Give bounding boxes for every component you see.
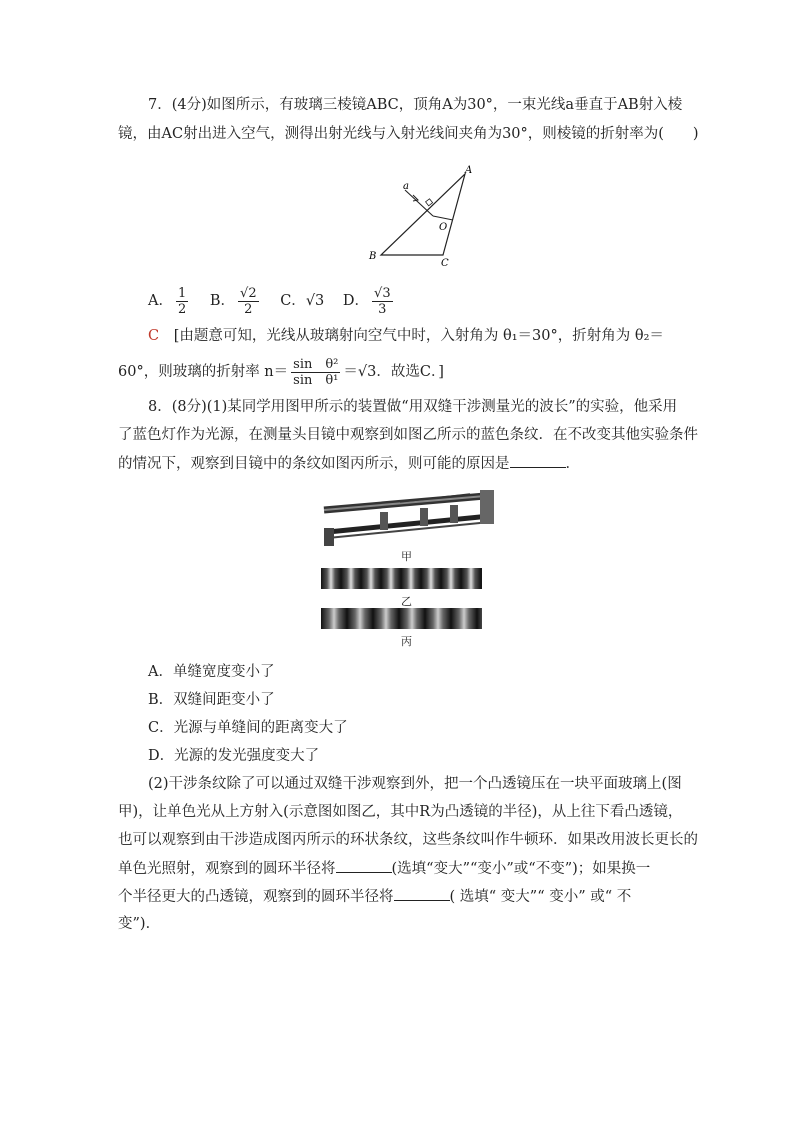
fringe-pattern-yi xyxy=(321,568,482,589)
ray-a xyxy=(405,190,433,216)
q7-solution-text3: ＝√3．故选C．] xyxy=(343,364,444,380)
fraction-numerator: sin θ² xyxy=(293,356,339,372)
q8-part2-line4 xyxy=(118,858,650,879)
q8-part2-line5-choice: ( 选填“ 变大”“ 变小” 或“ 不 xyxy=(449,889,632,905)
option-d-den: 3 xyxy=(378,301,387,317)
vertex-c-label: C xyxy=(441,258,449,269)
fringe-pattern-bing xyxy=(321,608,482,629)
option-c[interactable] xyxy=(280,293,324,309)
option-a[interactable] xyxy=(148,285,191,317)
option-a-num: 1 xyxy=(177,285,187,301)
q7-stem-line1: 7．(4分)如图所示，有玻璃三棱镜ABC，顶角A为30°，一束光线a垂直于AB射入棱 xyxy=(148,97,683,113)
answer-blank[interactable] xyxy=(394,886,450,901)
q8-part1-end: ． xyxy=(565,456,580,472)
caption-bing: 丙 xyxy=(401,635,412,648)
q8-part2-line5 xyxy=(118,886,631,907)
vertex-b-label: B xyxy=(369,251,377,262)
option-a-den: 2 xyxy=(177,301,187,317)
q7-stem-line2: 镜，由AC射出进入空气，测得出射光线与入射光线间夹角为30°，则棱镜的折射率为( ) xyxy=(118,126,699,142)
q8-part1-line1: 8．(8分)(1)某同学用图甲所示的装置做“用双缝干涉测量光的波长”的实验，他采用 xyxy=(148,399,678,415)
option-a-label: A． xyxy=(148,293,173,309)
answer-blank[interactable] xyxy=(510,453,566,468)
q7-options xyxy=(148,283,396,319)
q8-part2-line3: 也可以观察到由干涉造成图丙所示的环状条纹，这些条纹叫作牛顿环．如果改用波长更长的 xyxy=(118,832,698,848)
q7-solution-text1: [由题意可知，光线从玻璃射向空气中时，入射角为 θ₁＝30°，折射角为 θ₂＝ xyxy=(173,328,664,344)
q8-option-a[interactable]: A．单缝宽度变小了 xyxy=(148,664,275,680)
option-b-num: √2 xyxy=(240,285,257,301)
option-b-den: 2 xyxy=(244,301,253,317)
caption-yi: 乙 xyxy=(401,595,412,608)
q8-option-d[interactable]: D．光源的发光强度变大了 xyxy=(148,748,320,764)
q8-part2-line5-text: 个半径更大的凸透镜，观察到的圆环半径将 xyxy=(118,889,394,905)
ray-a-label: a xyxy=(403,181,409,192)
option-c-label: C． xyxy=(280,293,306,309)
q8-part2-line6: 变”)． xyxy=(118,916,161,932)
q7-solution-text2: 60°，则玻璃的折射率 n＝ xyxy=(118,364,289,380)
option-b[interactable] xyxy=(209,285,262,317)
prism-diagram xyxy=(355,160,485,270)
q7-solution-line1 xyxy=(148,326,664,346)
q8-part2-line2: 甲)，让单色光从上方射入(示意图如图乙，其中R为凸透镜的半径)，从上往下看凸透镜， xyxy=(118,804,683,820)
fraction-denominator: sin θ¹ xyxy=(293,372,339,388)
double-slit-apparatus-image xyxy=(320,488,500,548)
option-b-label: B． xyxy=(209,293,236,309)
q8-part1-line3-text: 的情况下，观察到目镜中的条纹如图丙所示，则可能的原因是 xyxy=(118,456,510,472)
q8-part1-line3 xyxy=(118,453,580,474)
q8-part2-line4-choice: (选填“变大”“变小”或“不变”)；如果换一 xyxy=(391,861,651,877)
q8-part2-line4-text: 单色光照射，观察到的圆环半径将 xyxy=(118,861,336,877)
q8-option-c[interactable]: C．光源与单缝间的距离变大了 xyxy=(148,720,348,736)
q7-answer-letter: C xyxy=(148,328,160,344)
caption-jia: 甲 xyxy=(401,550,412,563)
point-o-label: O xyxy=(439,222,448,233)
option-d[interactable] xyxy=(342,285,396,317)
option-d-label: D． xyxy=(342,293,370,309)
q7-solution-line2 xyxy=(118,352,444,392)
q8-option-b[interactable]: B．双缝间距变小了 xyxy=(148,692,275,708)
q8-part1-line2: 了蓝色灯作为光源，在测量头目镜中观察到如图乙所示的蓝色条纹．在不改变其他实验条件 xyxy=(118,427,698,443)
option-d-num: √3 xyxy=(374,285,391,301)
q8-part2-line1: (2)干涉条纹除了可以通过双缝干涉观察到外，把一个凸透镜压在一块平面玻璃上(图 xyxy=(148,776,682,792)
answer-blank[interactable] xyxy=(336,858,392,873)
option-c-value: √3 xyxy=(305,293,325,309)
vertex-a-label: A xyxy=(465,165,473,176)
